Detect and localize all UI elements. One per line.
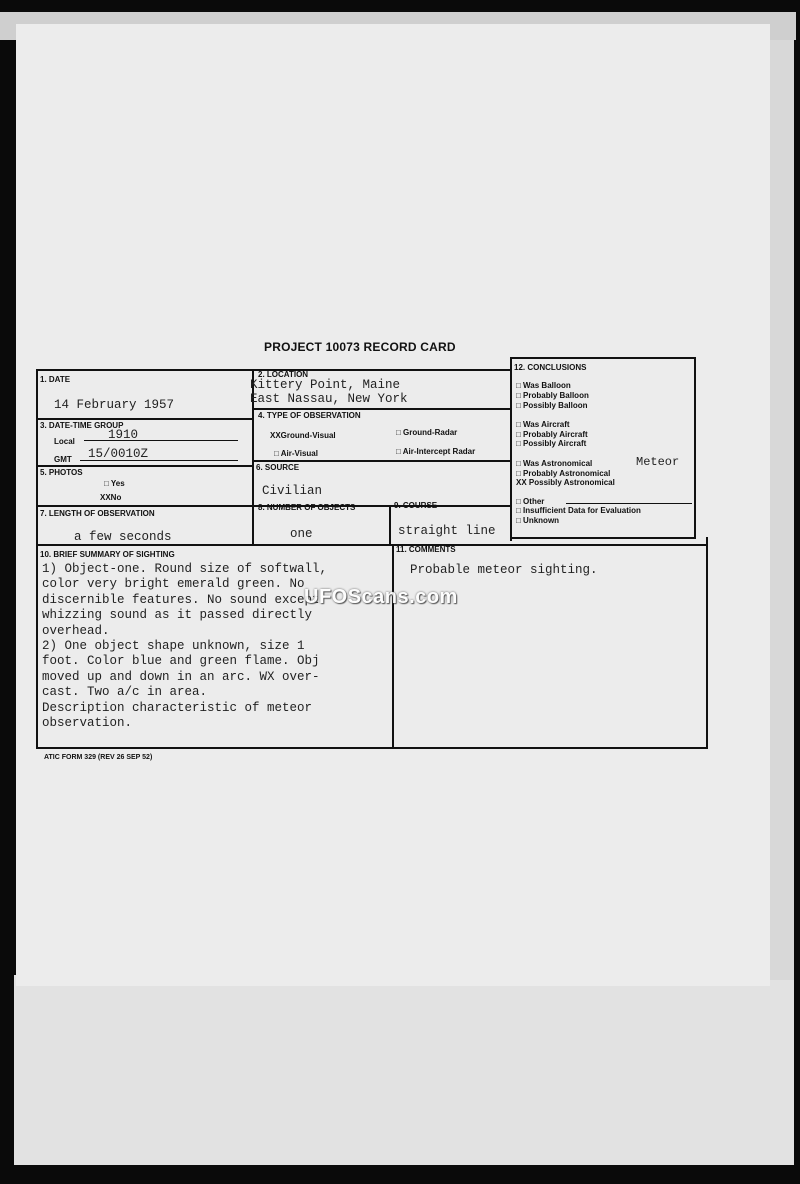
date-value: 14 February 1957	[54, 398, 175, 412]
ground-radar-option: □ Ground-Radar	[396, 428, 458, 437]
conclusion-probably-astronomical: □ Probably Astronomical	[516, 469, 611, 478]
air-visual-option: □ Air-Visual	[274, 449, 318, 458]
summary-line: whizzing sound as it passed directly	[42, 608, 313, 623]
date-label: 1. DATE	[40, 375, 71, 384]
summary-line: Description characteristic of meteor	[42, 700, 313, 715]
conclusion-unknown: □ Unknown	[516, 516, 560, 525]
course-value: straight line	[398, 524, 496, 538]
number-of-objects-value: one	[290, 527, 313, 541]
conclusion-was-balloon: □ Was Balloon	[516, 381, 571, 390]
summary-line: observation.	[42, 716, 133, 731]
card-title: PROJECT 10073 RECORD CARD	[264, 340, 456, 354]
gmt-label: GMT	[54, 455, 72, 464]
handwritten-meteor-note: Meteor	[636, 455, 680, 469]
source-label: 6. SOURCE	[256, 463, 300, 472]
source-value: Civilian	[262, 484, 323, 498]
type-of-observation-label: 4. TYPE OF OBSERVATION	[258, 411, 361, 420]
photos-label: 5. PHOTOS	[40, 468, 83, 477]
conclusion-possibly-astronomical: XX Possibly Astronomical	[516, 478, 615, 487]
comments-value: Probable meteor sighting.	[410, 563, 598, 577]
summary-line: color very bright emerald green. No	[42, 577, 305, 592]
summary-line: discernible features. No sound except	[42, 592, 320, 607]
conclusion-possibly-aircraft: □ Possibly Aircraft	[516, 439, 587, 448]
air-intercept-radar-option: □ Air-Intercept Radar	[396, 447, 476, 456]
date-time-group-label: 3. DATE-TIME GROUP	[40, 421, 124, 430]
length-of-observation-value: a few seconds	[74, 530, 172, 544]
photos-no-option: XXNo	[100, 493, 122, 502]
photos-yes-option: □ Yes	[104, 479, 125, 488]
conclusion-was-aircraft: □ Was Aircraft	[516, 420, 570, 429]
summary-line: moved up and down in an arc. WX over-	[42, 669, 320, 684]
number-of-objects-label: 8. NUMBER OF OBJECTS	[258, 503, 356, 512]
conclusion-other: □ Other	[516, 497, 545, 506]
summary-line: 1) Object-one. Round size of softwall,	[42, 562, 328, 576]
gmt-value: 15/0010Z	[88, 447, 149, 461]
brief-summary-label: 10. BRIEF SUMMARY OF SIGHTING	[40, 550, 175, 559]
summary-line: overhead.	[42, 623, 110, 638]
conclusion-probably-aircraft: □ Probably Aircraft	[516, 430, 588, 439]
form-number: ATIC FORM 329 (REV 26 SEP 52)	[44, 754, 153, 761]
conclusions-label: 12. CONCLUSIONS	[514, 363, 587, 372]
comments-label: 11. COMMENTS	[396, 545, 456, 554]
course-label: 9. COURSE	[394, 501, 438, 510]
local-label: Local	[54, 437, 75, 446]
conclusion-probably-balloon: □ Probably Balloon	[516, 391, 589, 400]
conclusion-was-astronomical: □ Was Astronomical	[516, 459, 593, 468]
sheet-edge-right	[770, 40, 794, 980]
watermark: UFOScans.com	[304, 586, 458, 608]
length-of-observation-label: 7. LENGTH OF OBSERVATION	[40, 509, 155, 518]
lower-sheet	[14, 975, 794, 1165]
summary-line: cast. Two a/c in area.	[42, 685, 208, 700]
summary-line: foot. Color blue and green flame. Obj	[42, 654, 320, 669]
ground-visual-option: XXGround-Visual	[270, 431, 336, 440]
local-value: 1910	[108, 428, 139, 442]
summary-line: 2) One object shape unknown, size 1	[42, 639, 305, 654]
location-line2: East Nassau, New York	[250, 392, 408, 406]
conclusion-insufficient-data: □ Insufficient Data for Evaluation	[516, 506, 641, 515]
location-line1: Kittery Point, Maine	[250, 378, 401, 392]
location-label: 2. LOCATION	[258, 370, 309, 379]
conclusion-possibly-balloon: □ Possibly Balloon	[516, 401, 588, 410]
